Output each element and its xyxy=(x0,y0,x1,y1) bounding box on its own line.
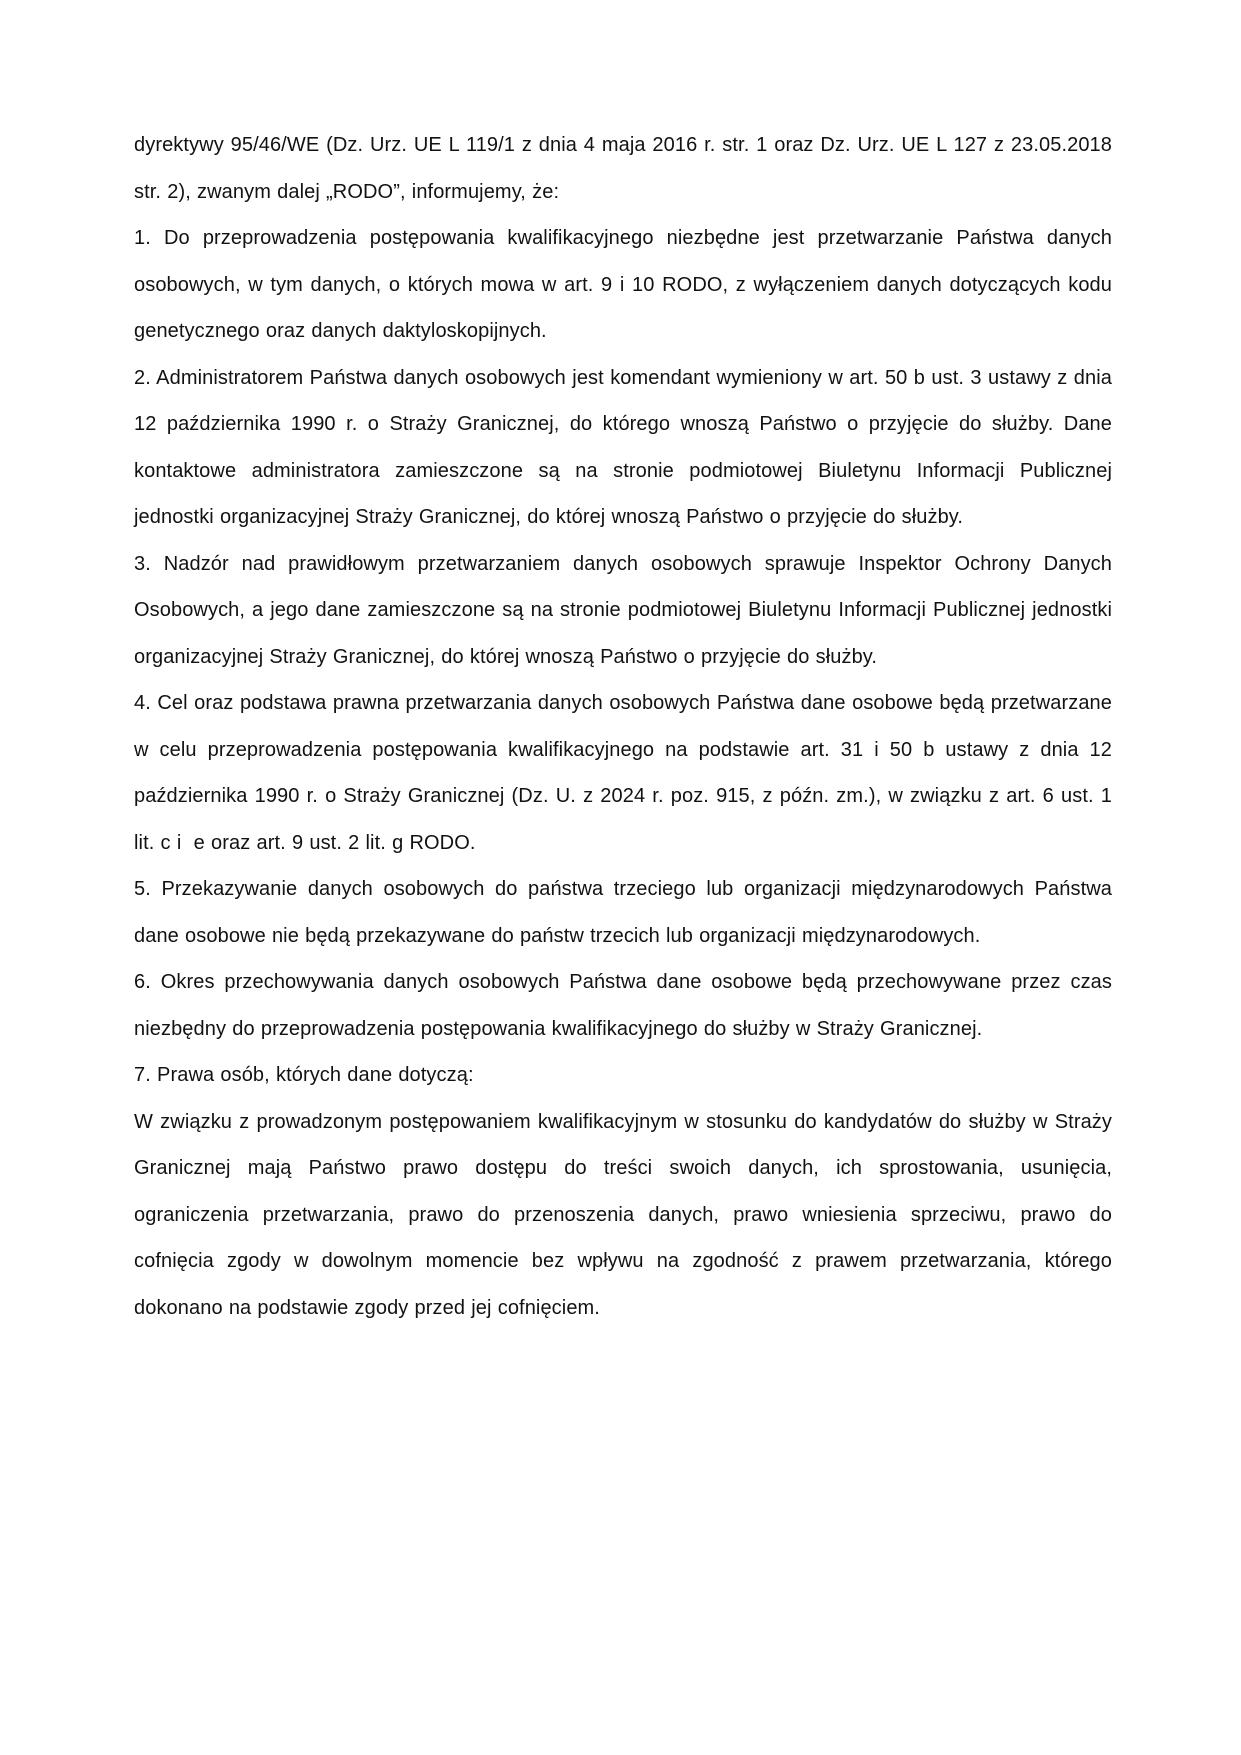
paragraph-8-data-subject-rights-detail: W związku z prowadzonym postępowaniem kwalifikacyjnym w stosunku do kandydatów do służby w Straży Granicznej mają Państwo prawo dostępu do treści swoich danych, ich sprostowania, usunięcia, ograniczenia przetwarzania, prawo do przenoszenia danych, prawo wniesienia sprzeciwu, prawo do cofnięcia zgody w dowolnym momencie bez wpływu na zgodność z prawem przetwarzania, którego dokonano na podstawie zgody przed jej cofnięciem. xyxy=(134,1110,1112,1319)
paragraph-3-data-protection-inspector: 3. Nadzór nad prawidłowym przetwarzaniem danych osobowych sprawuje Inspektor Ochrony Danych Osobowych, a jego dane zamieszczone są na stronie podmiotowej Biuletynu Informacji Publicznej jednostki organizacyjnej Straży Granicznej, do której wnoszą Państwo o przyjęcie do służby. xyxy=(134,552,1112,668)
paragraph-1-processing-necessity: 1. Do przeprowadzenia postępowania kwalifikacyjnego niezbędne jest przetwarzanie Państwa danych osobowych, w tym danych, o których mowa w art. 9 i 10 RODO, z wyłączeniem danych dotyczących kodu genetycznego oraz danych daktyloskopijnych. xyxy=(134,227,1112,342)
paragraph-5-third-country-transfer: 5. Przekazywanie danych osobowych do państwa trzeciego lub organizacji międzynarodowych Państwa dane osobowe nie będą przekazywane do państw trzecich lub organizacji międzynarodowych. xyxy=(134,878,1112,947)
paragraph-intro-rodo: dyrektywy 95/46/WE (Dz. Urz. UE L 119/1 z dnia 4 maja 2016 r. str. 1 oraz Dz. Urz. UE L 127 z 23.05.2018 str. 2), zwanym dalej „RODO”, informujemy, że: xyxy=(134,134,1112,203)
paragraph-7-data-subject-rights-heading: 7. Prawa osób, których dane dotyczą: xyxy=(134,1064,474,1086)
paragraph-4-legal-basis: 4. Cel oraz podstawa prawna przetwarzania danych osobowych Państwa dane osobowe będą przetwarzane w celu przeprowadzenia postępowania kwalifikacyjnego na podstawie art. 31 i 50 b ustawy z dnia 12 października 1990 r. o Straży Granicznej (Dz. U. z 2024 r. poz. 915, z późn. zm.), w związku z art. 6 ust. 1 lit. c i e oraz art. 9 ust. 2 lit. g RODO. xyxy=(134,692,1112,854)
paragraph-2-administrator: 2. Administratorem Państwa danych osobowych jest komendant wymieniony w art. 50 b ust. 3 ustawy z dnia 12 października 1990 r. o Straży Granicznej, do którego wnoszą Państwo o przyjęcie do służby. Dane kontaktowe administratora zamieszczone są na stronie podmiotowej Biuletynu Informacji Publicznej jednostki organizacyjnej Straży Granicznej, do której wnoszą Państwo o przyjęcie do służby. xyxy=(134,366,1112,528)
document-body-text xyxy=(134,122,1112,1331)
paragraph-6-retention-period: 6. Okres przechowywania danych osobowych Państwa dane osobowe będą przechowywane przez czas niezbędny do przeprowadzenia postępowania kwalifikacyjnego do służby w Straży Granicznej. xyxy=(134,971,1112,1040)
